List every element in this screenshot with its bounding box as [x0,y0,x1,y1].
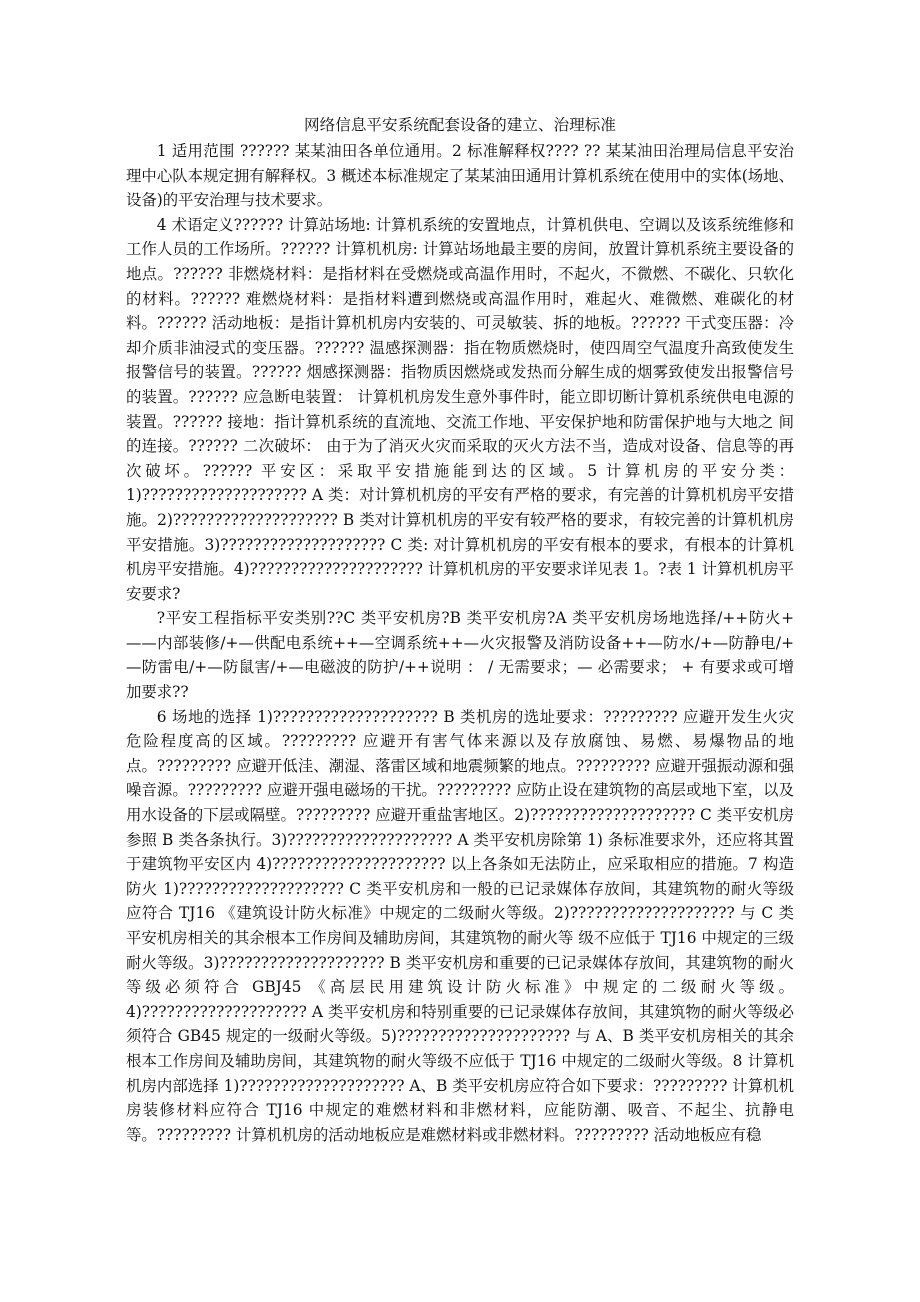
document-title: 网络信息平安系统配套设备的建立、治理标准 [304,116,616,134]
paragraph-security-table: ?平安工程指标平安类别??C 类平安机房?B 类平安机房?A 类平安机房场地选择/++防火+——内部装修/+—供配电系统++—空调系统++—火灾报警及消防设备++—防水/+—防静电/+—防雷电/+—防鼠害/+—电磁波的防护/++说明 ： / 无需要求；— 必需要求； + 有要求或可增加要求?? [126,609,794,702]
paragraph-site-selection: 6 场地的选择 1)???????????????????? B 类机房的选址要求：????????? 应避开发生火灾危险程度高的区域。????????? 应避开有害气体来源以及存放腐蚀、易燃、易爆物品的地点。????????? 应避开低洼、潮湿、落雷区域和地震频繁的地点。????????? 应避开强振动源和强噪音源。????????? 应避开强电磁场的干扰。????????? 应防止设在建筑物的高层或地下室，以及用水设备的下层或隔壁。????????? 应避开重盐害地区。2)???????????????????? C 类平安机房参照 B 类各条执行。3)???????????????????? A 类平安机房除第 1) 条标准要求外，还应将其置于建筑物平安区内 4)????????????????????? 以上各条如无法防止，应采取相应的措施。7 构造防火 1)???????????????????? C 类平安机房和一般的已记录媒体存放间，其建筑物的耐火等级应符合 TJ16 《建筑设计防火标准》中规定的二级耐火等级。2)???????????????????? 与 C 类平安机房相关的其余根本工作房间及辅助房间，其建筑物的耐火等 级不应低于 TJ16 中规定的三级耐火等级。3)???????????????????? B 类平安机房和重要的已记录媒体存放间，其建筑物的耐火等级必须符合 GBJ45 《高层民用建筑设计防火标准》中规定的二级耐火等级。4)???????????????????? A 类平安机房和特别重要的已记录媒体存放间，其建筑物的耐火等级必须符合 GB45 规定的一级耐火等级。5)????????????????????? 与 A、B 类平安机房相关的其余根本工作房间及辅助房间，其建筑物的耐火等级不应低于 TJ16 中规定的二级耐火等级。8 计算机机房内部选择 1)???????????????????? A、B 类平安机房应符合如下要求：????????? 计算机机房装修材料应符合 TJ16 中规定的难燃材料和非燃材料，应能防潮、吸音、不起尘、抗静电等。????????? 计算机机房的活动地板应是难燃材料或非燃材料。????????? 活动地板应有稳 [126,707,794,1144]
paragraph-definitions: 4 术语定义?????? 计算站场地: 计算机系统的安置地点，计算机供电、空调以及该系统维修和工作人员的工作场所。?????? 计算机机房: 计算站场地最主要的房间，放置计算机系统主要设备的地点。?????? 非燃烧材料：是指材料在受燃烧或高温作用时，不起火，不微燃、不碳化、只软化的材料。?????? 难燃烧材料：是指材料遭到燃烧或高温作用时，难起火、难微燃、难碳化的材料。?????? 活动地板：是指计算机机房内安装的、可灵敏装、拆的地板。?????? 干式变压器：冷却介质非油浸式的变压器。?????? 温感探测器：指在物质燃烧时，使四周空气温度升高致使发生报警信号的装置。?????? 烟感探测器：指物质因燃烧或发热而分解生成的烟雾致使发出报警信号的装置。?????? 应急断电装置： 计算机机房发生意外事件时，能立即切断计算机系统供电电源的装置。?????? 接地：指计算机系统的直流地、交流工作地、平安保护地和防雷保护地与大地之 间的连接。?????? 二次破坏： 由于为了消灭火灾而采取的灭火方法不当，造成对设备、信息等的再次破坏。?????? 平安区：采取平安措施能到达的区域。5 计算机房的平安分类：1)???????????????????? A 类：对计算机机房的平安有严格的要求，有完善的计算机机房平安措施。2)???????????????????? B 类对计算机机房的平安有较严格的要求，有较完善的计算机机房平安措施。3)???????????????????? C 类: 对计算机机房的平安有根本的要求，有根本的计算机机房平安措施。4)????????????????????? 计算机机房的平安要求详见表 1。?表 1 计算机机房平安要求? [126,215,794,603]
paragraph-scope: 1 适用范围 ?????? 某某油田各单位通用。2 标准解释权???? ?? 某某油田治理局信息平安治理中心队本规定拥有解释权。3 概述本标准规定了某某油田通用计算机系统在使用中的实体(场地、设备)的平安治理与技术要求。 [126,142,794,210]
